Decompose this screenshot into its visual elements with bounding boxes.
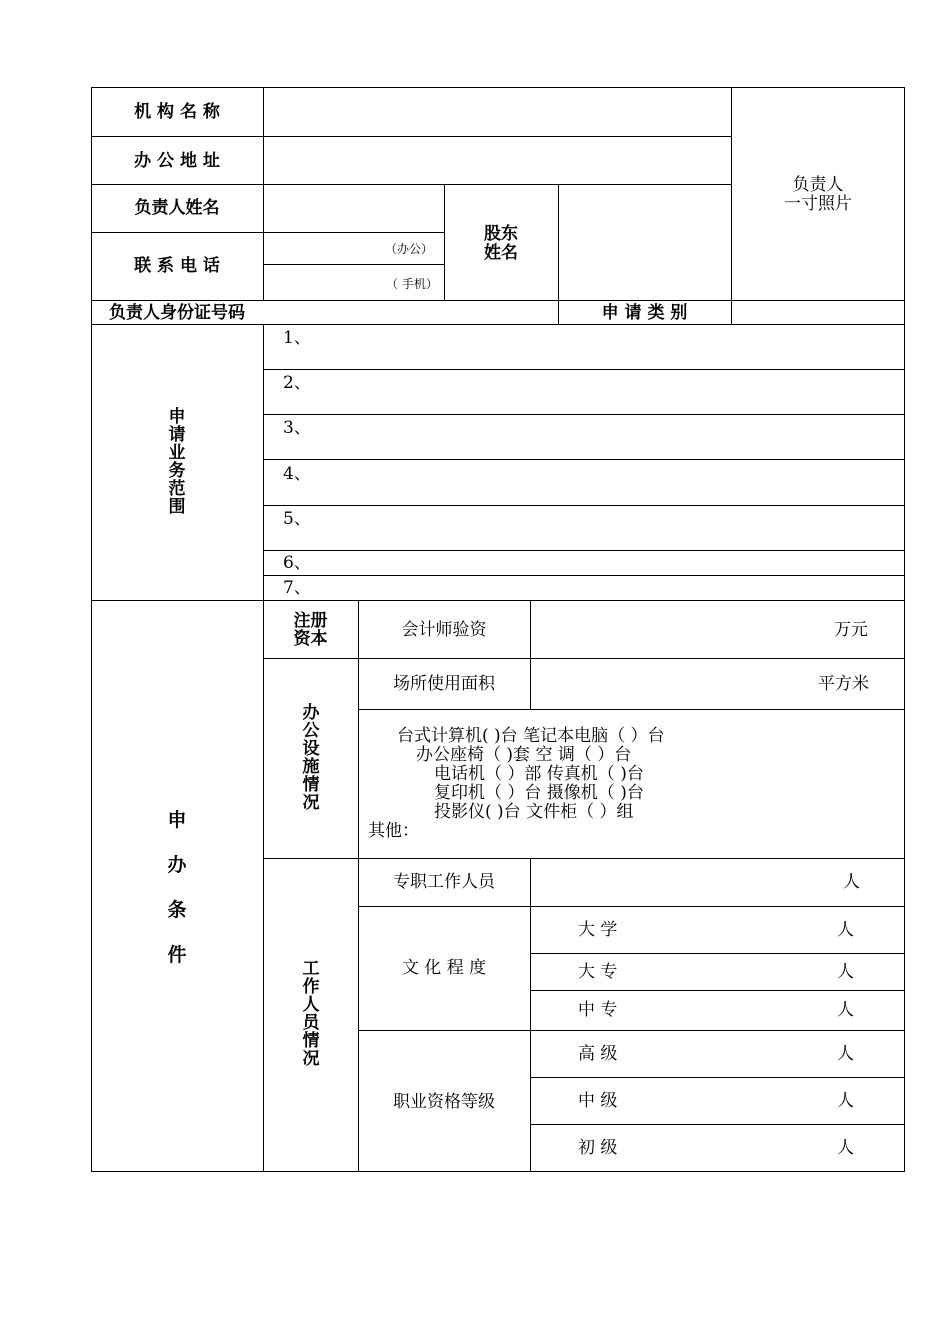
qualification-label: 职业资格等级	[393, 1092, 495, 1112]
qualification-unit: 人	[837, 1091, 854, 1111]
row-line	[263, 369, 905, 370]
education-unit: 人	[837, 1000, 854, 1020]
org-name-field[interactable]	[264, 88, 731, 136]
row-line	[263, 858, 905, 859]
phone-office-field[interactable]	[264, 233, 384, 264]
row-line	[530, 990, 905, 991]
photo-label-1: 负责人	[792, 175, 844, 195]
row-line	[358, 1030, 905, 1031]
leader-name-label: 负责人姓名	[134, 198, 220, 218]
scope-item: 7、	[283, 578, 311, 598]
scope-item: 4、	[283, 464, 311, 484]
row-line	[530, 1077, 905, 1078]
fulltime-staff-label: 专职工作人员	[393, 872, 495, 892]
scope-item: 6、	[283, 553, 311, 573]
address-field[interactable]	[264, 137, 731, 184]
shareholder-label-2: 姓名	[484, 243, 518, 263]
qualification-unit: 人	[837, 1138, 854, 1158]
shareholder-field[interactable]	[559, 185, 731, 300]
education-level: 大 专	[578, 962, 618, 982]
org-name-label: 机 构 名 称	[134, 102, 220, 122]
capital-label-2: 资本	[293, 629, 328, 649]
address-label: 办 公 地 址	[134, 151, 220, 171]
education-level: 大 学	[578, 920, 618, 940]
fulltime-staff-unit: 人	[843, 872, 860, 892]
row-line	[263, 658, 905, 659]
row-line	[263, 550, 905, 551]
scope-item: 2、	[283, 373, 311, 393]
conditions-label-char: 申	[167, 809, 187, 831]
facilities-section-label: 办公设施情况	[302, 703, 320, 813]
qualification-level: 高 级	[578, 1044, 618, 1064]
capital-label-1: 注册	[293, 611, 328, 631]
scope-item: 1、	[283, 328, 311, 348]
phone-label: 联 系 电 话	[134, 256, 220, 276]
qualification-level: 中 级	[578, 1091, 618, 1111]
education-level: 中 专	[578, 1000, 618, 1020]
col-line	[263, 324, 264, 1172]
shareholder-label-1: 股东	[484, 224, 518, 244]
photo-label-2: 一寸照片	[784, 194, 852, 214]
row-line	[530, 1124, 905, 1125]
conditions-label-char: 条	[167, 899, 187, 921]
row-line	[91, 324, 905, 325]
equipment-other: 其他：	[368, 821, 419, 841]
phone-mobile-hint: （ 手机）	[386, 277, 438, 291]
col-line	[530, 600, 531, 710]
education-label: 文 化 程 度	[401, 958, 487, 978]
row-line	[530, 953, 905, 954]
equipment-line: 复印机（ ）台 摄像机（ )台	[434, 783, 644, 803]
scope-item: 3、	[283, 418, 311, 438]
equipment-line: 办公座椅（ )套 空 调（ ）台	[416, 745, 632, 765]
education-unit: 人	[837, 962, 854, 982]
id-number-label: 负责人身份证号码	[109, 303, 245, 323]
qualification-level: 初 级	[578, 1138, 618, 1158]
phone-office-hint: （办公）	[385, 242, 434, 256]
row-line	[91, 600, 905, 601]
row-line	[263, 575, 905, 576]
conditions-label-char: 办	[167, 854, 187, 876]
education-unit: 人	[837, 920, 854, 940]
row-line	[263, 505, 905, 506]
table-border-left	[91, 87, 92, 1172]
staff-section-label: 工作人员情况	[302, 959, 320, 1069]
scope-item: 5、	[283, 509, 311, 529]
leader-name-field[interactable]	[264, 185, 444, 232]
id-number-field[interactable]	[264, 301, 558, 324]
area-unit: 平方米	[818, 674, 869, 694]
scope-section-label: 申请业务范围	[168, 407, 186, 517]
conditions-label-char: 件	[167, 944, 187, 966]
equipment-line: 电话机（ ）部 传真机（ )台	[434, 764, 644, 784]
capital-item-label: 会计师验资	[401, 620, 487, 640]
apply-category-field[interactable]	[732, 301, 904, 324]
phone-mobile-field[interactable]	[264, 265, 384, 300]
row-line	[358, 709, 905, 710]
apply-category-label: 申 请 类 别	[601, 303, 688, 323]
table-border-right	[904, 87, 905, 1172]
equipment-line: 投影仪( )台 文件柜（ ）组	[434, 802, 634, 822]
row-line	[263, 414, 905, 415]
capital-unit: 万元	[834, 620, 868, 640]
equipment-line: 台式计算机( )台 笔记本电脑（ ）台	[397, 726, 665, 746]
qualification-unit: 人	[837, 1044, 854, 1064]
area-label: 场所使用面积	[393, 674, 495, 694]
col-line	[530, 858, 531, 1172]
table-border-bottom	[91, 1171, 905, 1172]
row-line	[358, 906, 905, 907]
row-line	[263, 459, 905, 460]
